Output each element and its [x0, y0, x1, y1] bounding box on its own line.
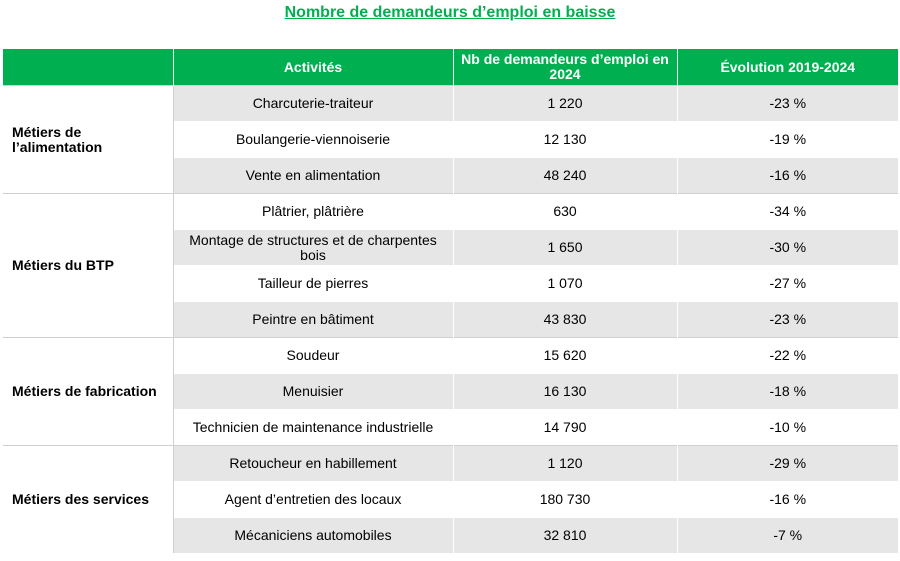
table-row — [3, 86, 898, 122]
count-cell: 32 810 — [453, 518, 677, 554]
count-cell: 16 130 — [453, 374, 677, 410]
count-cell: 1 070 — [453, 266, 677, 302]
evolution-cell: -16 % — [677, 158, 898, 194]
group-label: Métiers de l’alimentation — [3, 86, 173, 194]
header-count: Nb de demandeurs d’emploi en 2024 — [453, 49, 677, 86]
activity-cell: Tailleur de pierres — [173, 266, 453, 302]
activity-cell: Peintre en bâtiment — [173, 302, 453, 338]
count-cell: 43 830 — [453, 302, 677, 338]
evolution-cell: -7 % — [677, 518, 898, 554]
activity-cell: Mécaniciens automobiles — [173, 518, 453, 554]
activity-cell: Technicien de maintenance industrielle — [173, 410, 453, 446]
evolution-cell: -18 % — [677, 374, 898, 410]
count-cell: 1 120 — [453, 446, 677, 482]
table-header-row — [3, 49, 898, 86]
activity-cell: Boulangerie-viennoiserie — [173, 122, 453, 158]
evolution-cell: -30 % — [677, 230, 898, 266]
count-cell: 630 — [453, 194, 677, 230]
activity-cell: Charcuterie-traiteur — [173, 86, 453, 122]
evolution-cell: -29 % — [677, 446, 898, 482]
activity-cell: Vente en alimentation — [173, 158, 453, 194]
evolution-cell: -16 % — [677, 482, 898, 518]
table-row — [3, 338, 898, 374]
evolution-cell: -22 % — [677, 338, 898, 374]
evolution-cell: -19 % — [677, 122, 898, 158]
count-cell: 15 620 — [453, 338, 677, 374]
evolution-cell: -23 % — [677, 86, 898, 122]
count-cell: 1 650 — [453, 230, 677, 266]
header-evolution: Évolution 2019-2024 — [677, 49, 898, 86]
header-activities: Activités — [173, 49, 453, 86]
activity-cell: Menuisier — [173, 374, 453, 410]
count-cell: 1 220 — [453, 86, 677, 122]
count-cell: 12 130 — [453, 122, 677, 158]
activity-cell: Montage de structures et de charpentes bois — [173, 230, 453, 266]
evolution-cell: -27 % — [677, 266, 898, 302]
table-row — [3, 194, 898, 230]
table-row — [3, 446, 898, 482]
group-label: Métiers du BTP — [3, 194, 173, 338]
header-group — [3, 49, 173, 86]
evolution-cell: -23 % — [677, 302, 898, 338]
page-title: Nombre de demandeurs d’emploi en baisse — [284, 4, 616, 21]
evolution-cell: -10 % — [677, 410, 898, 446]
activity-cell: Agent d’entretien des locaux — [173, 482, 453, 518]
count-cell: 48 240 — [453, 158, 677, 194]
activity-cell: Retoucheur en habillement — [173, 446, 453, 482]
evolution-cell: -34 % — [677, 194, 898, 230]
group-label: Métiers des services — [3, 446, 173, 554]
count-cell: 14 790 — [453, 410, 677, 446]
table-body — [3, 86, 898, 554]
group-label: Métiers de fabrication — [3, 338, 173, 446]
count-cell: 180 730 — [453, 482, 677, 518]
data-table — [3, 49, 898, 553]
activity-cell: Soudeur — [173, 338, 453, 374]
activity-cell: Plâtrier, plâtrière — [173, 194, 453, 230]
